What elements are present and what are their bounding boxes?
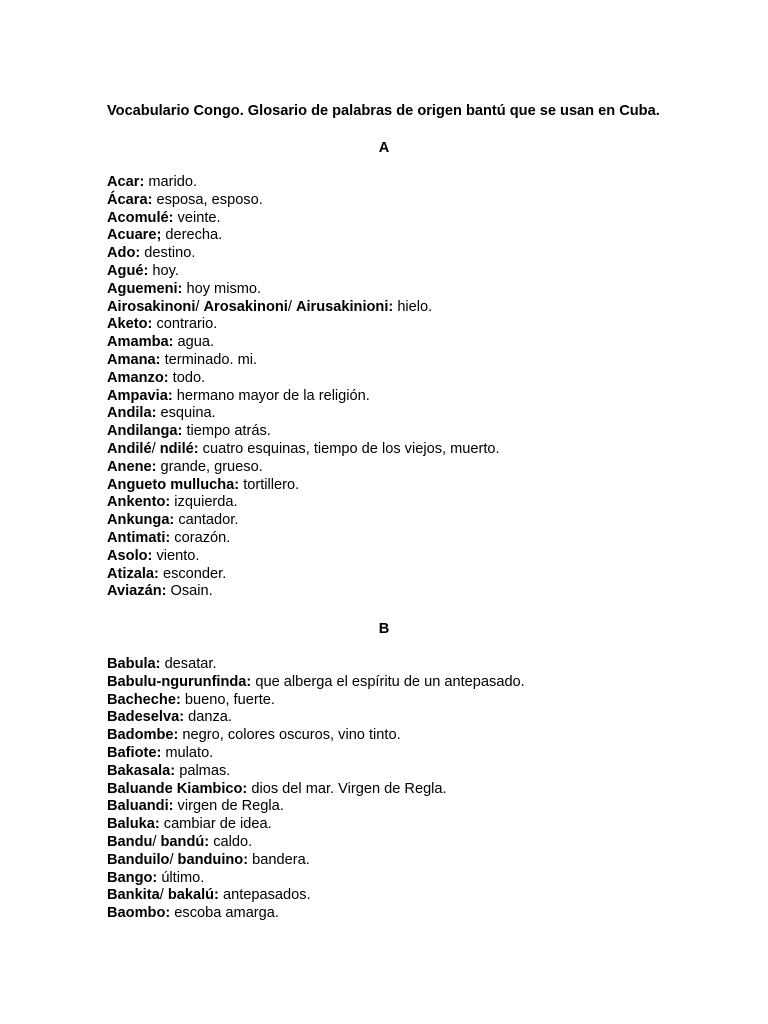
entry-term: Baluande Kiambico: (107, 780, 248, 797)
glossary-entry (107, 352, 707, 370)
entry-term: Amana: (107, 351, 161, 368)
entry-definition: grande, grueso. (156, 458, 263, 475)
entry-definition: / (152, 833, 161, 850)
entry-term: Andila: (107, 405, 157, 422)
glossary-entry (107, 834, 707, 852)
glossary-entry (107, 709, 707, 727)
entry-term: Aviazán: (107, 583, 167, 600)
entry-definition: contrario. (152, 316, 218, 333)
entry-definition: hoy. (148, 262, 179, 279)
entry-term: Ankento: (107, 494, 171, 511)
glossary-entry (107, 656, 707, 674)
glossary-entry (107, 227, 707, 245)
entry-definition: / (159, 887, 168, 904)
entry-definition: derecha. (161, 227, 223, 244)
glossary-entry (107, 887, 707, 905)
entry-term: Baombo: (107, 905, 171, 922)
entry-term: Acomulé: (107, 209, 174, 226)
entry-definition: / (169, 851, 178, 868)
glossary-list-a (107, 174, 707, 601)
entry-term: Banduilo (107, 851, 170, 868)
entry-term: Badeselva: (107, 709, 185, 726)
entry-term: Antimati: (107, 529, 171, 546)
entry-term: Bankita (107, 887, 160, 904)
entry-definition: viento. (152, 547, 200, 564)
entry-term: Ácara: (107, 191, 153, 208)
glossary-entry (107, 763, 707, 781)
entry-definition: destino. (140, 245, 196, 262)
entry-definition: bueno, fuerte. (180, 691, 275, 708)
entry-term: Bango: (107, 869, 158, 886)
entry-term: bakalú: (167, 887, 219, 904)
entry-term: Amamba: (107, 334, 174, 351)
entry-definition: escoba amarga. (170, 905, 279, 922)
entry-term: Andilanga: (107, 423, 183, 440)
entry-definition: hielo. (393, 298, 433, 315)
glossary-entry (107, 192, 707, 210)
entry-term: Bandu (107, 833, 153, 850)
entry-definition: tortillero. (239, 476, 300, 493)
glossary-entry (107, 423, 707, 441)
entry-definition: cuatro esquinas, tiempo de los viejos, muerto. (198, 440, 500, 457)
glossary-entry (107, 299, 707, 317)
glossary-entry (107, 281, 707, 299)
entry-term: Atizala: (107, 565, 159, 582)
glossary-entry (107, 852, 707, 870)
entry-definition: terminado. mi. (160, 351, 258, 368)
entry-term: Aguemeni: (107, 280, 183, 297)
glossary-entry (107, 494, 707, 512)
glossary-entry (107, 816, 707, 834)
entry-definition: cantador. (174, 512, 239, 529)
glossary-entry (107, 583, 707, 601)
entry-term: Babula: (107, 656, 161, 672)
entry-term: Acar: (107, 174, 145, 190)
glossary-entry (107, 405, 707, 423)
entry-term: Agué: (107, 262, 149, 279)
entry-term: Aketo: (107, 316, 153, 333)
glossary-entry (107, 905, 707, 923)
glossary-entry (107, 263, 707, 281)
entry-term: Bafiote: (107, 744, 162, 761)
entry-term: Bakasala: (107, 762, 176, 779)
glossary-entry (107, 566, 707, 584)
glossary-entry (107, 174, 707, 192)
glossary-entry (107, 477, 707, 495)
entry-term: Airosakinoni (107, 298, 196, 315)
section-heading-b: B (378, 621, 390, 637)
entry-term: ndilé: (159, 440, 199, 457)
glossary-entry (107, 441, 707, 459)
glossary-entry (107, 512, 707, 530)
entry-term: Anene: (107, 458, 157, 475)
entry-term: Ado: (107, 245, 141, 262)
glossary-entry (107, 210, 707, 228)
entry-definition: palmas. (175, 762, 231, 779)
entry-term: Badombe: (107, 727, 179, 744)
entry-term: bandú: (160, 833, 210, 850)
entry-definition: caldo. (209, 833, 253, 850)
entry-term: Andilé (107, 440, 152, 457)
entry-term: Airusakinioni: (295, 298, 394, 315)
glossary-entry (107, 316, 707, 334)
entry-definition: esposa, esposo. (152, 191, 263, 208)
entry-definition: Osain. (166, 583, 213, 600)
glossary-entry (107, 245, 707, 263)
entry-term: Arosakinoni (203, 298, 288, 315)
entry-definition: tiempo atrás. (182, 423, 271, 440)
entry-definition: hoy mismo. (182, 280, 262, 297)
entry-definition: esquina. (156, 405, 216, 422)
glossary-entry (107, 370, 707, 388)
entry-term: Baluka: (107, 816, 160, 833)
entry-definition: izquierda. (170, 494, 238, 511)
glossary-entry (107, 798, 707, 816)
entry-definition: desatar. (160, 656, 217, 672)
entry-term: Bacheche: (107, 691, 181, 708)
entry-definition: corazón. (170, 529, 231, 546)
glossary-entry (107, 334, 707, 352)
entry-definition: veinte. (173, 209, 221, 226)
entry-definition: bandera. (248, 851, 310, 868)
entry-definition: danza. (184, 709, 232, 726)
glossary-entry (107, 674, 707, 692)
glossary-entry (107, 781, 707, 799)
entry-term: Ankunga: (107, 512, 175, 529)
entry-definition: antepasados. (218, 887, 311, 904)
entry-definition: que alberga el espíritu de un antepasado. (251, 673, 525, 690)
glossary-entry (107, 692, 707, 710)
entry-definition: último. (157, 869, 205, 886)
entry-definition: / (195, 298, 204, 315)
entry-term: banduino: (177, 851, 249, 868)
glossary-entry (107, 388, 707, 406)
entry-definition: marido. (144, 174, 198, 190)
entry-term: Acuare; (107, 227, 162, 244)
glossary-entry (107, 548, 707, 566)
entry-term: Ampavia: (107, 387, 173, 404)
entry-definition: agua. (173, 334, 215, 351)
entry-term: Baluandi: (107, 798, 174, 815)
glossary-entry (107, 727, 707, 745)
glossary-entry (107, 459, 707, 477)
entry-definition: / (287, 298, 296, 315)
entry-term: Amanzo: (107, 369, 169, 386)
entry-definition: mulato. (161, 744, 214, 761)
entry-definition: cambiar de idea. (159, 816, 272, 833)
entry-definition: hermano mayor de la religión. (172, 387, 370, 404)
glossary-list-b (107, 656, 707, 923)
entry-definition: todo. (168, 369, 206, 386)
entry-term: Babulu-ngurunfinda: (107, 673, 252, 690)
document-title: Vocabulario Congo. Glosario de palabras de origen bantú que se usan en Cuba. (107, 103, 660, 119)
entry-definition: virgen de Regla. (173, 798, 284, 815)
entry-term: Angueto mullucha: (107, 476, 240, 493)
glossary-entry (107, 530, 707, 548)
section-heading-a: A (378, 140, 390, 156)
entry-definition: esconder. (158, 565, 227, 582)
glossary-entry (107, 870, 707, 888)
glossary-entry (107, 745, 707, 763)
entry-term: Asolo: (107, 547, 153, 564)
entry-definition: / (151, 440, 160, 457)
entry-definition: dios del mar. Virgen de Regla. (247, 780, 447, 797)
entry-definition: negro, colores oscuros, vino tinto. (178, 727, 401, 744)
